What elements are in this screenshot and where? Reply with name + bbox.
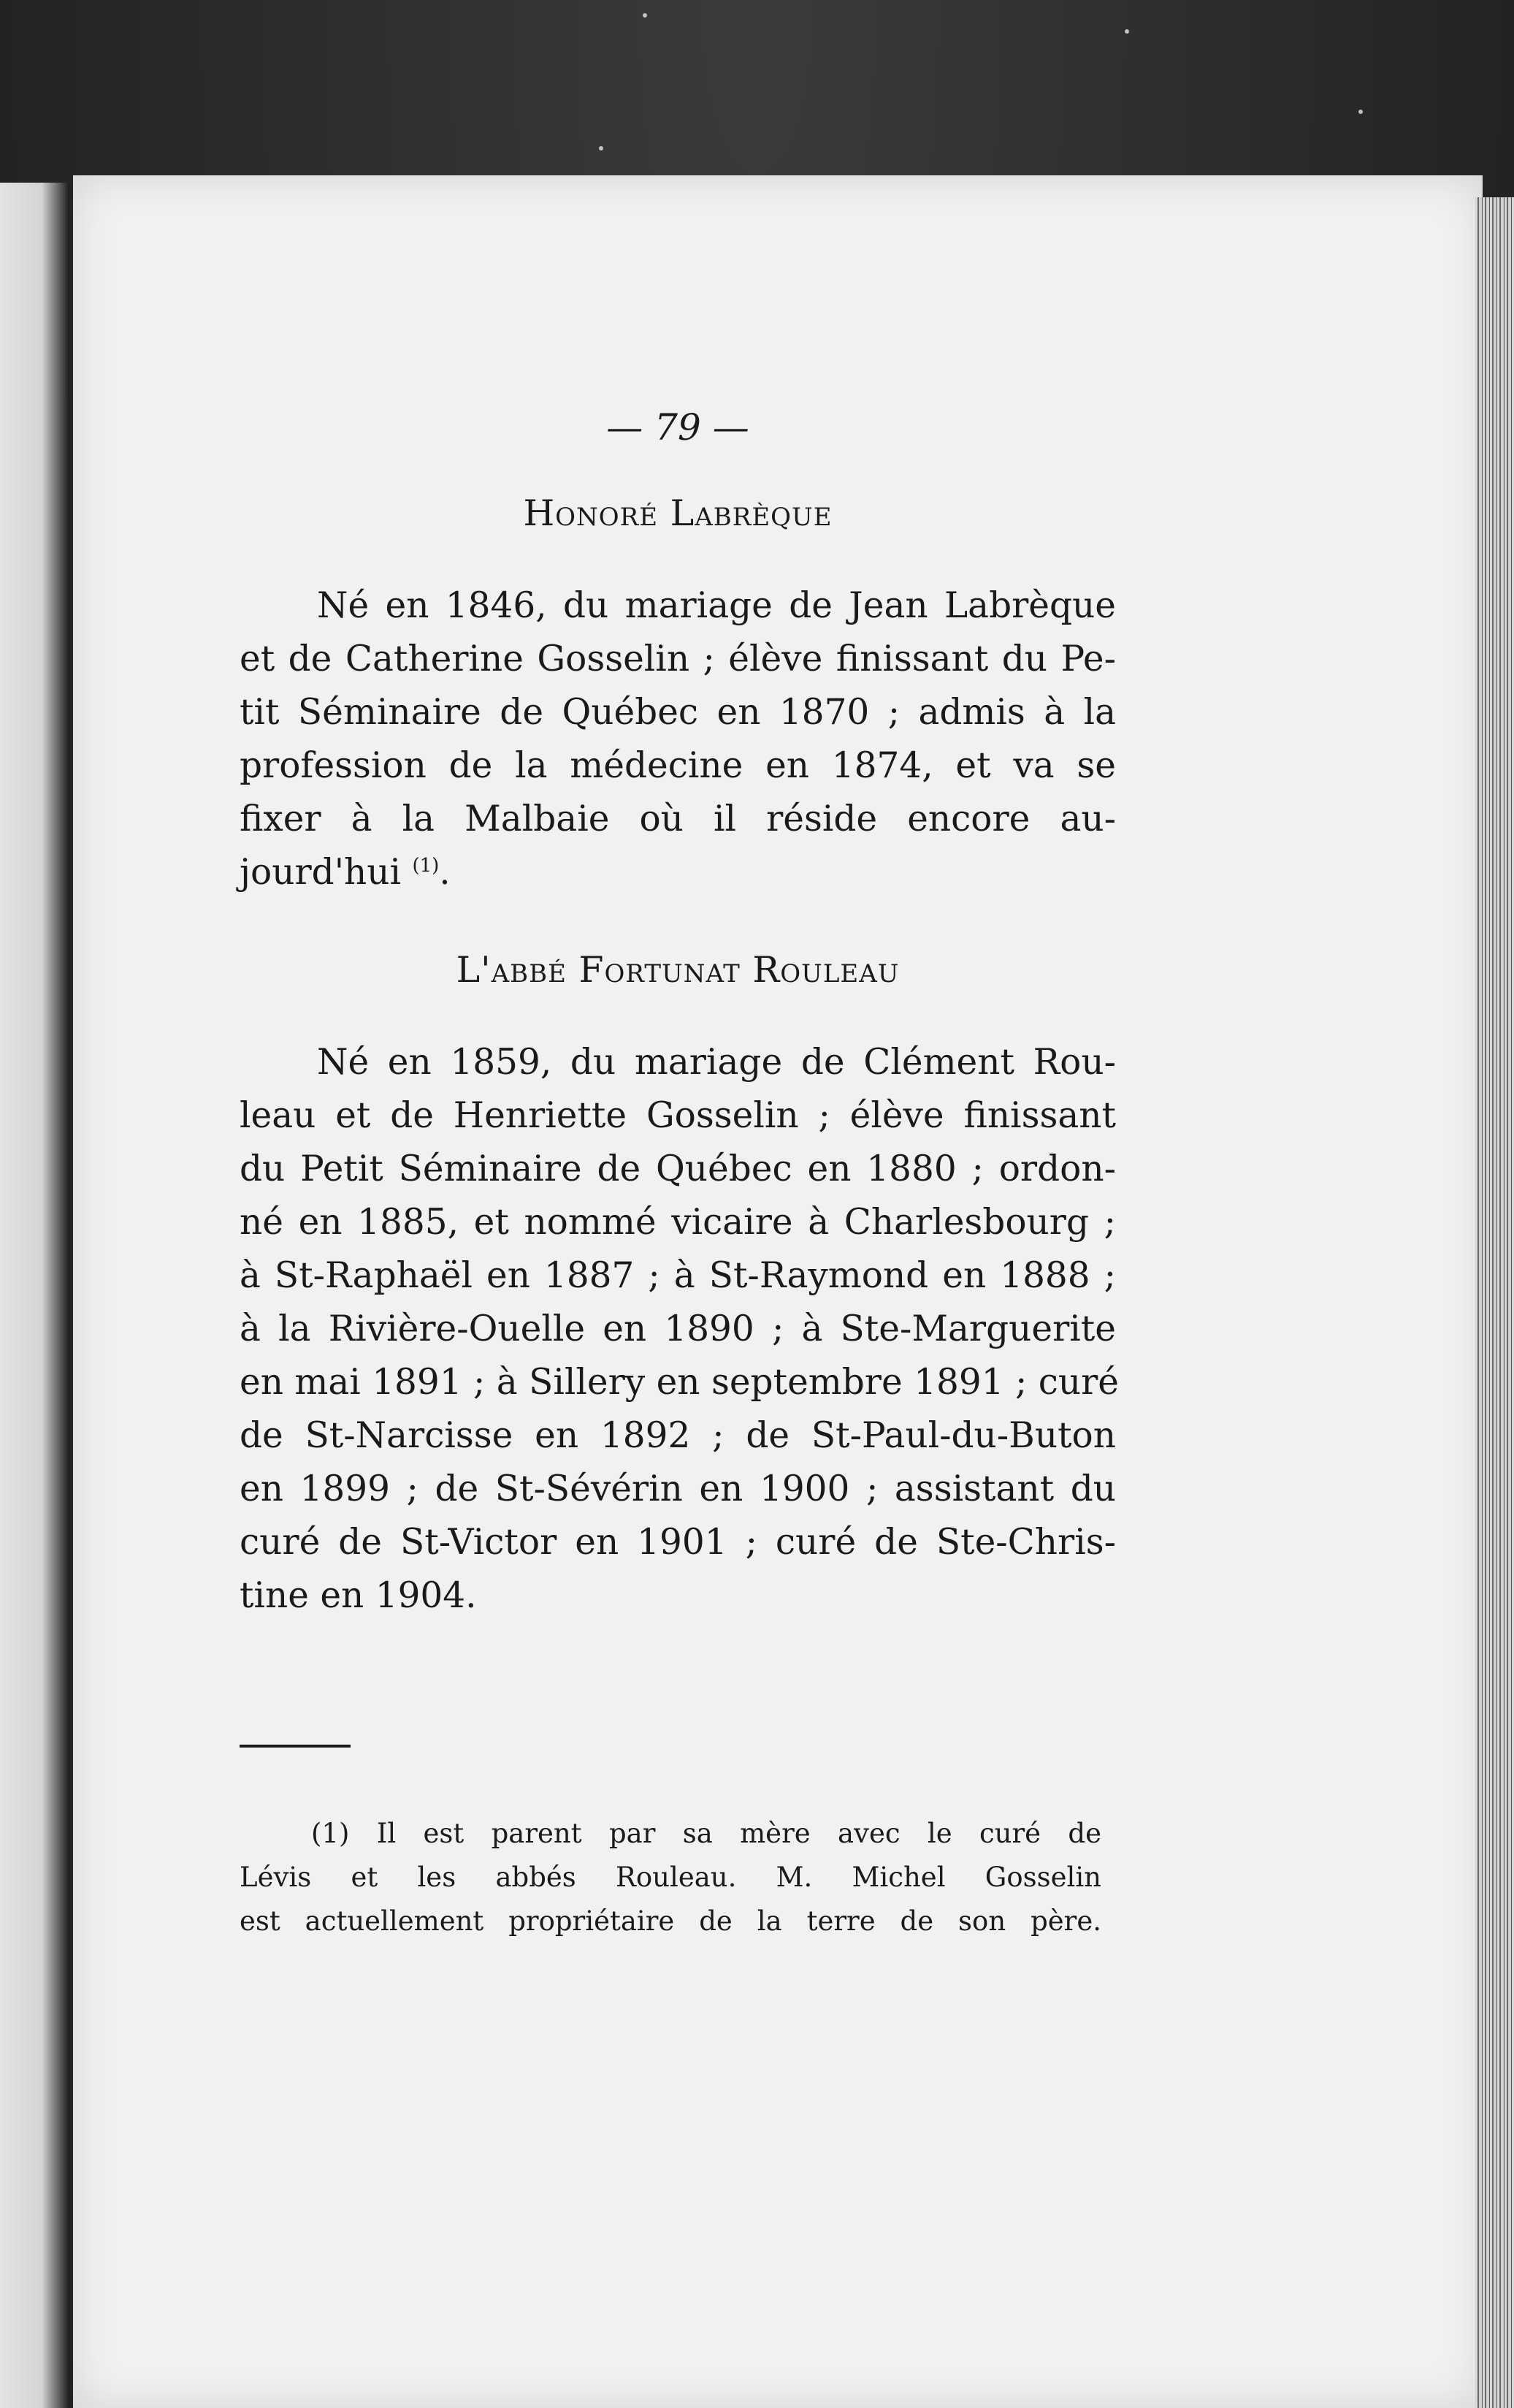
text-line: profession de la médecine en 1874, et va se bbox=[240, 745, 1116, 786]
section-heading-fortunat-rouleau: L'abbé Fortunat Rouleau bbox=[456, 949, 900, 991]
text-line: curé de St-Victor en 1901 ; curé de Ste-Chris- bbox=[240, 1522, 1116, 1563]
footnote-line: est actuellement propriétaire de la terre de son père. bbox=[240, 1905, 1101, 1937]
footnote-reference: (1) bbox=[412, 854, 440, 877]
text-line-last bbox=[240, 846, 1116, 899]
text-line: tit Séminaire de Québec en 1870 ; admis à la bbox=[240, 692, 1116, 733]
section-gap bbox=[240, 899, 1116, 952]
text-line-content: jourd'hui bbox=[240, 852, 402, 893]
text-line: fixer à la Malbaie où il réside encore au- bbox=[240, 799, 1116, 839]
section-heading-honore-labreque: Honoré Labrèque bbox=[523, 492, 833, 534]
section-paragraph-fortunat-rouleau bbox=[240, 1036, 1119, 1623]
footnote-divider bbox=[240, 1745, 351, 1748]
text-line: leau et de Henriette Gosselin ; élève finissant bbox=[240, 1095, 1116, 1136]
text-line: Né en 1859, du mariage de Clément Rou- bbox=[317, 1042, 1116, 1083]
dust-speck bbox=[1125, 29, 1129, 34]
section-paragraph-honore-labreque bbox=[240, 579, 1116, 899]
page-stack-edges bbox=[1475, 197, 1514, 2408]
text-line: à St-Raphaël en 1887 ; à St-Raymond en 1888 ; bbox=[240, 1255, 1116, 1296]
footnote-line: Lévis et les abbés Rouleau. M. Michel Gosselin bbox=[240, 1862, 1101, 1893]
page-content bbox=[240, 406, 1119, 1623]
page-number: — 79 — bbox=[606, 406, 749, 449]
text-line: du Petit Séminaire de Québec en 1880 ; ordon- bbox=[240, 1148, 1116, 1189]
text-line: en mai 1891 ; à Sillery en septembre 1891 ; curé bbox=[240, 1362, 1119, 1403]
footnote-reference-period: . bbox=[439, 852, 451, 893]
text-line: et de Catherine Gosselin ; élève finissant du Pe- bbox=[240, 639, 1116, 679]
dust-speck bbox=[643, 13, 647, 18]
text-line: à la Rivière-Ouelle en 1890 ; à Ste-Marguerite bbox=[240, 1308, 1116, 1349]
dust-speck bbox=[599, 146, 603, 150]
facing-page-edge bbox=[0, 183, 69, 2408]
text-line: en 1899 ; de St-Sévérin en 1900 ; assistant du bbox=[240, 1468, 1116, 1509]
text-line: de St-Narcisse en 1892 ; de St-Paul-du-Buton bbox=[240, 1415, 1116, 1456]
text-line: tine en 1904. bbox=[240, 1575, 477, 1616]
footnote-line: (1) Il est parent par sa mère avec le curé de bbox=[311, 1818, 1101, 1849]
text-line: né en 1885, et nommé vicaire à Charlesbourg ; bbox=[240, 1202, 1116, 1243]
dust-speck bbox=[1358, 110, 1363, 114]
footnote bbox=[240, 1812, 1101, 1943]
text-line: Né en 1846, du mariage de Jean Labrèque bbox=[317, 585, 1116, 626]
